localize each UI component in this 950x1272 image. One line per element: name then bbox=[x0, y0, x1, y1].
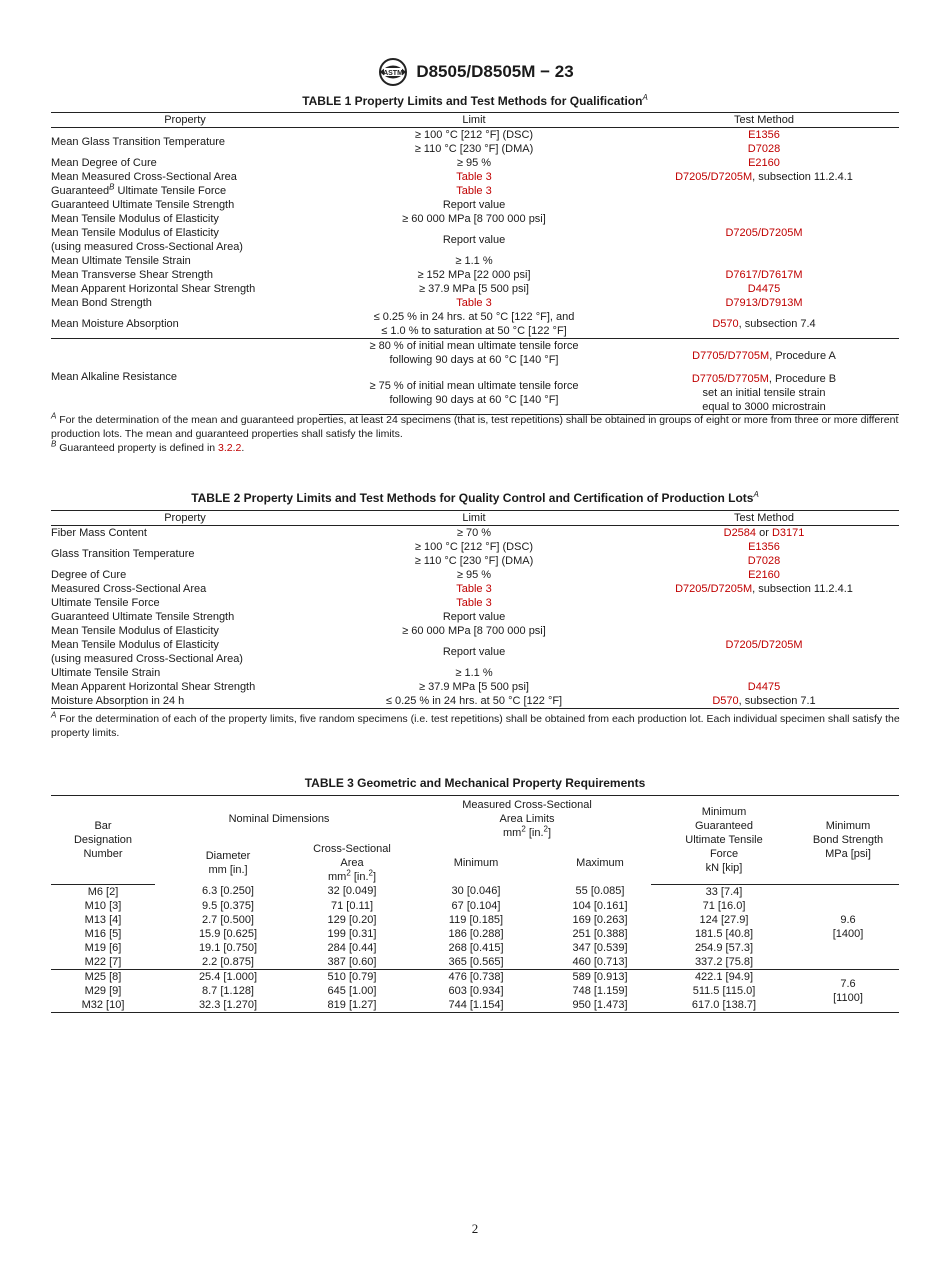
test-method-link[interactable]: D3171 bbox=[771, 527, 805, 539]
table-row: Mean Degree of Cure ≥ 95 % E2160 bbox=[51, 157, 780, 169]
table3-col-nominal: Nominal Dimensions bbox=[155, 796, 403, 843]
test-method-link[interactable]: D7705/D7705M bbox=[692, 349, 770, 362]
table1-footnote-b: $^B$ Guaranteed property is defined in 3.2.2. bbox=[51, 439, 245, 454]
table2-col-method: Test Method bbox=[629, 511, 899, 526]
table-reference-link[interactable]: Table 3 bbox=[456, 597, 492, 609]
table1 bbox=[51, 112, 899, 415]
table-row: Moisture Absorption in 24 h ≤ 0.25 % in 24 hrs. at 50 °C [122 °F] D570, subsection 7.1 bbox=[51, 694, 899, 709]
table-row: M32 [10] 32.3 [1.270] 819 [1.27] 744 [1.154] 950 [1.473] 617.0 [138.7] bbox=[51, 998, 899, 1013]
test-method-link[interactable]: D7205/D7205M bbox=[675, 583, 753, 595]
table2-col-property: Property bbox=[51, 511, 319, 526]
table3-col-measured: Measured Cross-Sectional Area Limits $mm^2$ [in.$^2$] bbox=[403, 796, 651, 843]
table-row: Mean Ultimate Tensile Strain ≥ 1.1 % bbox=[51, 255, 493, 267]
table2-col-limit: Limit bbox=[319, 511, 629, 526]
table-row: Fiber Mass Content ≥ 70 % D2584 or D3171 bbox=[51, 527, 805, 539]
table3-col-force: Minimum Guaranteed Ultimate Tensile Force kN [kip] bbox=[651, 796, 797, 885]
test-method-link[interactable]: D7028 bbox=[747, 555, 781, 567]
test-method-link[interactable]: D7205/D7205M bbox=[725, 639, 803, 651]
test-method-link[interactable]: E1356 bbox=[748, 541, 780, 553]
table-row: Guaranteed Ultimate Tensile Strength Report value D7205/D7205M bbox=[51, 199, 803, 239]
table-row: M6 [2] 6.3 [0.250] 32 [0.049] 30 [0.046] 55 [0.085] 33 [7.4] 9.6 [1400] bbox=[87, 885, 864, 940]
table-reference-link[interactable]: Table 3 bbox=[456, 185, 492, 197]
table-reference-link[interactable]: Table 3 bbox=[456, 583, 492, 595]
table-row: Mean Tensile Modulus of Elasticity (using measured Cross-Sectional Area) Report value bbox=[51, 639, 506, 665]
table-row: M22 [7] 2.2 [0.875] 387 [0.60] 365 [0.565] 460 [0.713] 337.2 [75.8] bbox=[84, 955, 754, 968]
test-method-link[interactable]: D4475 bbox=[747, 681, 781, 693]
table-row: Mean Apparent Horizontal Shear Strength ≥ 37.9 MPa [5 500 psi] D4475 bbox=[51, 283, 781, 295]
table3-col-max: Maximum bbox=[576, 857, 624, 869]
table-reference-link[interactable]: Table 3 bbox=[456, 171, 492, 183]
test-method-link[interactable]: D4475 bbox=[747, 283, 781, 295]
table3 bbox=[51, 795, 899, 1013]
document-designation: D8505/D8505M − 23 bbox=[416, 62, 574, 81]
test-method-link[interactable]: D7705/D7705M bbox=[691, 373, 769, 385]
test-method-link[interactable]: E1356 bbox=[748, 129, 780, 141]
test-method-link[interactable]: E2160 bbox=[748, 157, 780, 169]
table1-title: TABLE 1 Property Limits and Test Methods for Qualification$^A$ bbox=[302, 93, 648, 108]
table-row: Mean Measured Cross-Sectional Area Table 3 D7205/D7205M, subsection 11.2.4.1 bbox=[51, 171, 853, 183]
table-row: Measured Cross-Sectional Area Table 3 D7205/D7205M, subsection 11.2.4.1 bbox=[51, 583, 853, 595]
test-method-link[interactable]: D7913/D7913M bbox=[725, 297, 803, 309]
table3-col-area: Cross-Sectional Area $mm^2$ [in.$^2$] bbox=[313, 843, 391, 883]
table-row: Glass Transition Temperature ≥ 100 °C [212 °F] (DSC) ≥ 110 °C [230 °F] (DMA) E1356 D7028 bbox=[51, 540, 899, 568]
table3-col-bar: Bar Designation Number bbox=[51, 796, 155, 885]
table-row: Mean Transverse Shear Strength ≥ 152 MPa [22 000 psi] D7617/D7617M bbox=[51, 269, 803, 281]
table-row: M13 [4] 2.7 [0.500] 129 [0.20] 119 [0.185] 169 [0.263] 124 [27.9] bbox=[84, 913, 749, 926]
section-reference-link[interactable]: 3.2.2 bbox=[218, 442, 242, 454]
table3-title: TABLE 3 Geometric and Mechanical Property Requirements bbox=[304, 776, 646, 790]
table-row: M29 [9] 8.7 [1.128] 645 [1.00] 603 [0.934] 748 [1.159] 511.5 [115.0] bbox=[84, 984, 756, 997]
table1-col-property: Property bbox=[51, 113, 319, 128]
table1-col-limit: Limit bbox=[319, 113, 629, 128]
table-row: Mean Tensile Modulus of Elasticity (using measured Cross-Sectional Area) Report value bbox=[51, 227, 506, 253]
table1-col-method: Test Method bbox=[629, 113, 899, 128]
table2 bbox=[51, 510, 899, 709]
test-method-link[interactable]: D7205/D7205M bbox=[675, 171, 753, 183]
test-method-link[interactable]: D570 bbox=[712, 695, 739, 707]
table-row: Ultimate Tensile Force Table 3 bbox=[51, 597, 492, 609]
table3-col-min: Minimum bbox=[453, 857, 499, 869]
table-row: ≥ 75 % of initial mean ultimate tensile force following 90 days at 60 °C [140 °F] D7705/D7705M, Procedure B set an initial tensile strain equal to 3000 microstrain bbox=[51, 372, 899, 415]
test-method-link[interactable]: E2160 bbox=[748, 569, 780, 581]
table1-footnote-a: $^A$ For the determination of the mean and guaranteed properties, at least 24 specimens (that is, test repetitions) shall be obtained in groups of eight or more from three or more different production lots. The mean and guaranteed properties shall satisfy the limits. bbox=[51, 411, 899, 440]
table-row: M19 [6] 19.1 [0.750] 284 [0.44] 268 [0.415] 347 [0.539] 254.9 [57.3] bbox=[84, 941, 754, 954]
table-row: Mean Apparent Horizontal Shear Strength ≥ 37.9 MPa [5 500 psi] D4475 bbox=[51, 681, 781, 693]
test-method-link[interactable]: D7028 bbox=[747, 143, 781, 155]
table-row: M10 [3] 9.5 [0.375] 71 [0.11] 67 [0.104] 104 [0.161] 71 [16.0] bbox=[84, 899, 746, 912]
table-reference-link[interactable]: Table 3 bbox=[456, 297, 492, 309]
table-row: M25 [8] 25.4 [1.000] 510 [0.79] 476 [0.738] 589 [0.913] 422.1 [94.9] 7.6 [1100] bbox=[51, 969, 899, 984]
table-row: Mean Glass Transition Temperature ≥ 100 °C [212 °F] (DSC) ≥ 110 °C [230 °F] (DMA) E1356 D7028 bbox=[51, 128, 899, 157]
table-row: Mean Tensile Modulus of Elasticity ≥ 60 000 MPa [8 700 000 psi] bbox=[51, 213, 546, 225]
astm-logo-icon bbox=[376, 57, 410, 87]
table2-title: TABLE 2 Property Limits and Test Methods for Quality Control and Certification of Production Lots$^A$ bbox=[191, 490, 759, 505]
page-number: 2 bbox=[471, 1221, 479, 1236]
table-row: Guaranteed Ultimate Tensile Strength Report value D7205/D7205M bbox=[51, 611, 803, 651]
table-row: Guaranteed$^B$ Ultimate Tensile Force Table 3 bbox=[51, 182, 492, 197]
table-row: Mean Alkaline Resistance ≥ 80 % of initial mean ultimate tensile force following 90 days at 60 °C [140 °F] D7705/D7705M, Procedure A bbox=[51, 339, 899, 373]
table2-footnote-a: $^A$ For the determination of each of the property limits, five random specimens (i.e. test repetitions) shall be obtained from each production lot. Each individual specimen shall satisfy the property limits. bbox=[51, 710, 900, 739]
table-row: Ultimate Tensile Strain ≥ 1.1 % bbox=[51, 667, 493, 679]
table-row: Mean Tensile Modulus of Elasticity ≥ 60 000 MPa [8 700 000 psi] bbox=[51, 625, 546, 637]
table-row: Degree of Cure ≥ 95 % E2160 bbox=[51, 569, 780, 581]
document-header bbox=[0, 57, 950, 87]
table3-col-bond: Minimum Bond Strength MPa [psi] bbox=[797, 796, 899, 885]
test-method-link[interactable]: D7205/D7205M bbox=[725, 227, 803, 239]
table-row: Mean Moisture Absorption ≤ 0.25 % in 24 hrs. at 50 °C [122 °F], and ≤ 1.0 % to saturation at 50 °C [122 °F] D570, subsection 7.4 bbox=[51, 311, 816, 337]
table-row: Mean Bond Strength Table 3 D7913/D7913M bbox=[51, 297, 803, 309]
test-method-link[interactable]: D570 bbox=[712, 318, 739, 330]
test-method-link[interactable]: D2584 bbox=[723, 527, 757, 539]
table3-col-diameter: Diameter mm [in.] bbox=[205, 850, 251, 876]
svg-text:ASTM: ASTM bbox=[383, 70, 404, 77]
table-row: M16 [5] 15.9 [0.625] 199 [0.31] 186 [0.288] 251 [0.388] 181.5 [40.8] bbox=[84, 927, 754, 940]
test-method-link[interactable]: D7617/D7617M bbox=[725, 269, 803, 281]
